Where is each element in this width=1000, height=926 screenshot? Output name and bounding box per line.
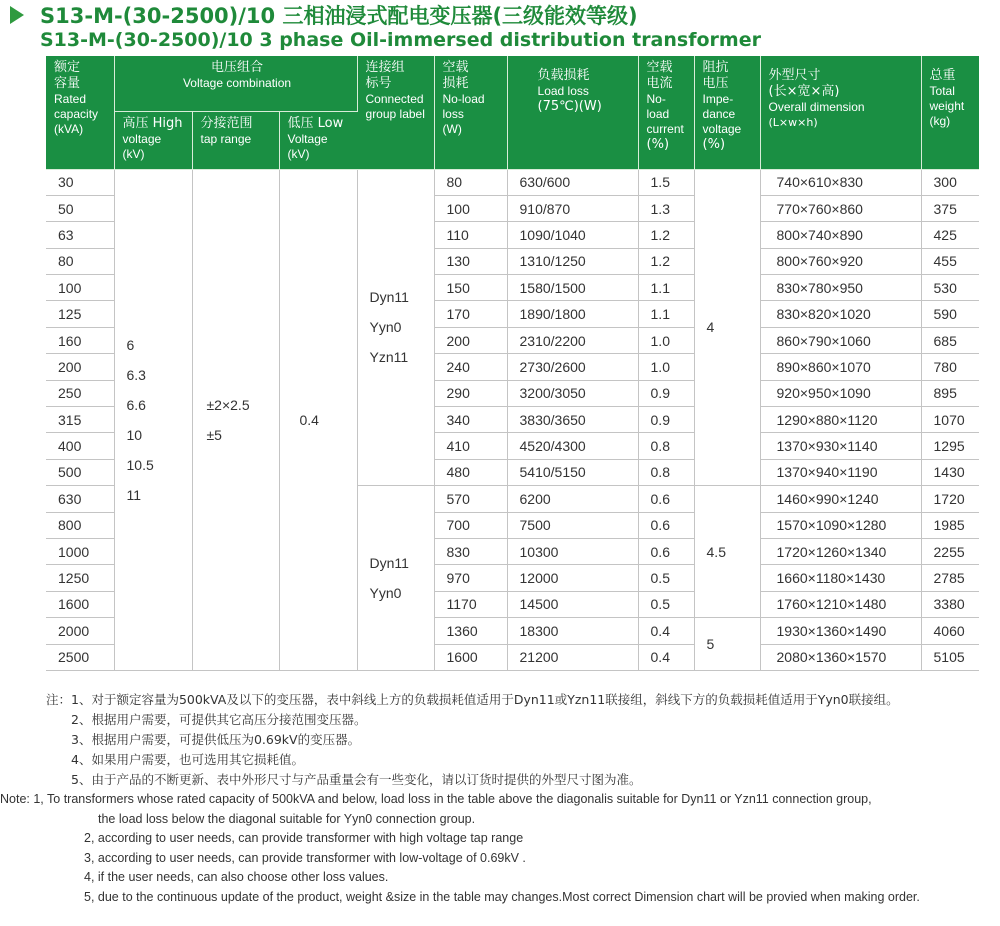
noload-loss-cell: 970	[434, 565, 507, 591]
noload-current-cell: 1.2	[638, 222, 694, 248]
noload-loss-cell: 80	[434, 169, 507, 195]
header-tap-range: 分接范围 tap range	[192, 111, 279, 169]
noload-current-cell: 1.2	[638, 248, 694, 274]
header-low-voltage: 低压 Low Voltage (kV)	[279, 111, 357, 169]
noload-loss-cell: 290	[434, 380, 507, 406]
load-loss-cell: 630/600	[507, 169, 638, 195]
load-loss-cell: 1090/1040	[507, 222, 638, 248]
noload-loss-cell: 410	[434, 433, 507, 459]
dimension-cell: 1460×990×1240	[760, 486, 921, 512]
capacity-cell: 160	[46, 327, 114, 353]
impedance-cell-c: 5	[694, 618, 760, 671]
load-loss-cell: 7500	[507, 512, 638, 538]
weight-cell: 530	[921, 275, 979, 301]
load-loss-cell: 18300	[507, 618, 638, 644]
load-loss-cell: 4520/4300	[507, 433, 638, 459]
merged-line: Yzn11	[369, 349, 409, 366]
dimension-cell: 800×740×890	[760, 222, 921, 248]
noload-current-cell: 0.9	[638, 407, 694, 433]
noload-current-cell: 1.0	[638, 327, 694, 353]
weight-cell: 2785	[921, 565, 979, 591]
title-cn: S13-M-(30-2500)/10 三相油浸式配电变压器(三级能效等级)	[40, 4, 638, 28]
dimension-cell: 860×790×1060	[760, 327, 921, 353]
capacity-cell: 1000	[46, 538, 114, 564]
tap-range-cell	[192, 169, 279, 670]
header-high-voltage: 高压 High voltage (kV)	[114, 111, 192, 169]
merged-line: ±2×2.5	[206, 396, 250, 413]
load-loss-cell: 910/870	[507, 195, 638, 221]
dimension-cell: 1930×1360×1490	[760, 618, 921, 644]
title-block	[6, 2, 996, 52]
dimension-cell: 830×780×950	[760, 275, 921, 301]
dimension-cell: 920×950×1090	[760, 380, 921, 406]
dimension-cell: 1370×940×1190	[760, 459, 921, 485]
weight-cell: 455	[921, 248, 979, 274]
noload-current-cell: 0.4	[638, 644, 694, 670]
dimension-cell: 1660×1180×1430	[760, 565, 921, 591]
noload-current-cell: 0.5	[638, 565, 694, 591]
capacity-cell: 100	[46, 275, 114, 301]
load-loss-cell: 2310/2200	[507, 327, 638, 353]
merged-line: 6.3	[126, 366, 146, 383]
capacity-cell: 200	[46, 354, 114, 380]
merged-line: 10	[126, 426, 143, 443]
load-loss-cell: 10300	[507, 538, 638, 564]
capacity-cell: 50	[46, 195, 114, 221]
dimension-cell: 1290×880×1120	[760, 407, 921, 433]
merged-line: Dyn11	[369, 555, 409, 572]
title-en: S13-M-(30-2500)/10 3 phase Oil-immersed distribution transformer	[40, 29, 761, 51]
noload-loss-cell: 480	[434, 459, 507, 485]
noload-loss-cell: 1360	[434, 618, 507, 644]
low-voltage-cell: 0.4	[279, 169, 357, 670]
load-loss-cell: 1890/1800	[507, 301, 638, 327]
weight-cell: 375	[921, 195, 979, 221]
dimension-cell: 800×760×920	[760, 248, 921, 274]
weight-cell: 1985	[921, 512, 979, 538]
noload-current-cell: 0.9	[638, 380, 694, 406]
note-en-3: 3, according to user needs, can provide transformer with low-voltage of 0.69kV .	[84, 850, 526, 865]
capacity-cell: 500	[46, 459, 114, 485]
merged-line: ±5	[206, 426, 222, 443]
note-en-5: 5, due to the continuous update of the product, weight &size in the table may changes.Most correct Dimension chart will be provied when making order.	[84, 889, 920, 904]
load-loss-cell: 21200	[507, 644, 638, 670]
spec-table	[46, 56, 979, 671]
noload-loss-cell: 170	[434, 301, 507, 327]
noload-loss-cell: 110	[434, 222, 507, 248]
merged-line: 6	[126, 336, 135, 353]
header-weight: 总重 Total weight (kg)	[921, 56, 979, 169]
noload-loss-cell: 830	[434, 538, 507, 564]
noload-loss-cell: 700	[434, 512, 507, 538]
capacity-cell: 2500	[46, 644, 114, 670]
merged-line: Yyn0	[369, 319, 402, 336]
noload-loss-cell: 340	[434, 407, 507, 433]
note-cn-3: 3、根据用户需要，可提供低压为0.69kV的变压器。	[71, 732, 361, 747]
noload-current-cell: 0.4	[638, 618, 694, 644]
merged-line: 11	[126, 486, 142, 503]
merged-line: Dyn11	[369, 289, 409, 306]
noload-current-cell: 0.8	[638, 459, 694, 485]
capacity-cell: 315	[46, 407, 114, 433]
load-loss-cell: 14500	[507, 591, 638, 617]
capacity-cell: 2000	[46, 618, 114, 644]
dimension-cell: 890×860×1070	[760, 354, 921, 380]
noload-current-cell: 1.1	[638, 301, 694, 327]
noload-current-cell: 1.5	[638, 169, 694, 195]
connection-group-cell-a	[357, 169, 434, 486]
load-loss-cell: 6200	[507, 486, 638, 512]
load-loss-cell: 3200/3050	[507, 380, 638, 406]
header-noload-loss: 空载 损耗 No-load loss (W)	[434, 56, 507, 169]
note-en-4: 4, if the user needs, can also choose other loss values.	[84, 870, 389, 884]
capacity-cell: 400	[46, 433, 114, 459]
table-row	[46, 169, 979, 195]
capacity-cell: 800	[46, 512, 114, 538]
notes-section	[0, 690, 986, 907]
weight-cell: 895	[921, 380, 979, 406]
capacity-cell: 1600	[46, 591, 114, 617]
weight-cell: 4060	[921, 618, 979, 644]
noload-current-cell: 1.3	[638, 195, 694, 221]
weight-cell: 780	[921, 354, 979, 380]
noload-loss-cell: 100	[434, 195, 507, 221]
header-impedance: 阻抗 电压 Impe- dance voltage (%)	[694, 56, 760, 169]
noload-current-cell: 0.8	[638, 433, 694, 459]
note-cn-2: 2、根据用户需要，可提供其它高压分接范围变压器。	[71, 712, 367, 727]
noload-current-cell: 0.6	[638, 512, 694, 538]
connection-group-cell-b	[357, 486, 434, 671]
dimension-cell: 1760×1210×1480	[760, 591, 921, 617]
weight-cell: 1430	[921, 459, 979, 485]
noload-loss-cell: 130	[434, 248, 507, 274]
weight-cell: 300	[921, 169, 979, 195]
weight-cell: 685	[921, 327, 979, 353]
capacity-cell: 630	[46, 486, 114, 512]
play-arrow-icon	[10, 6, 24, 24]
header-load-loss: 负载损耗 Load loss (75℃)(W)	[507, 56, 638, 169]
title-cn-line	[6, 2, 996, 28]
dimension-cell: 770×760×860	[760, 195, 921, 221]
noload-current-cell: 0.5	[638, 591, 694, 617]
capacity-cell: 63	[46, 222, 114, 248]
dimension-cell: 1720×1260×1340	[760, 538, 921, 564]
weight-cell: 590	[921, 301, 979, 327]
noload-current-cell: 1.1	[638, 275, 694, 301]
load-loss-cell: 12000	[507, 565, 638, 591]
noload-current-cell: 0.6	[638, 486, 694, 512]
header-noload-current: 空载 电流 No-load current (%)	[638, 56, 694, 169]
weight-cell: 1720	[921, 486, 979, 512]
header-voltage-combination: 电压组合 Voltage combination	[114, 56, 357, 111]
dimension-cell: 1370×930×1140	[760, 433, 921, 459]
load-loss-cell: 5410/5150	[507, 459, 638, 485]
load-loss-cell: 2730/2600	[507, 354, 638, 380]
note-cn-1: 注：1、对于额定容量为500kVA及以下的变压器，表中斜线上方的负载损耗值适用于Dyn11或Yzn11联接组，斜线下方的负载损耗值适用于Yyn0联接组。	[46, 692, 899, 707]
capacity-cell: 250	[46, 380, 114, 406]
merged-line: Yyn0	[369, 585, 402, 602]
table-body	[46, 169, 979, 670]
weight-cell: 3380	[921, 591, 979, 617]
noload-current-cell: 1.0	[638, 354, 694, 380]
capacity-cell: 30	[46, 169, 114, 195]
weight-cell: 2255	[921, 538, 979, 564]
note-cn-4: 4、如果用户需要，也可选用其它损耗值。	[71, 752, 304, 767]
noload-loss-cell: 570	[434, 486, 507, 512]
dimension-cell: 1570×1090×1280	[760, 512, 921, 538]
weight-cell: 1070	[921, 407, 979, 433]
high-voltage-cell	[114, 169, 192, 670]
weight-cell: 425	[921, 222, 979, 248]
header-capacity: 额定 容量 Rated capacity (kVA)	[46, 56, 114, 169]
noload-loss-cell: 200	[434, 327, 507, 353]
dimension-cell: 830×820×1020	[760, 301, 921, 327]
impedance-cell-b: 4.5	[694, 486, 760, 618]
merged-line: 10.5	[126, 456, 154, 473]
load-loss-cell: 1310/1250	[507, 248, 638, 274]
noload-loss-cell: 1600	[434, 644, 507, 670]
noload-loss-cell: 150	[434, 275, 507, 301]
capacity-cell: 125	[46, 301, 114, 327]
note-cn-5: 5、由于产品的不断更新、表中外形尺寸与产品重量会有一些变化，请以订货时提供的外型尺寸图为准。	[71, 772, 642, 787]
weight-cell: 5105	[921, 644, 979, 670]
dimension-cell: 2080×1360×1570	[760, 644, 921, 670]
merged-line: 6.6	[126, 396, 146, 413]
note-en-1-cont: the load loss below the diagonal suitable for Yyn0 connection group.	[98, 811, 476, 826]
weight-cell: 1295	[921, 433, 979, 459]
header-dimension: 外型尺寸 (长×宽×高) Overall dimension (L×w×h)	[760, 56, 921, 169]
capacity-cell: 80	[46, 248, 114, 274]
impedance-cell-a: 4	[694, 169, 760, 486]
dimension-cell: 740×610×830	[760, 169, 921, 195]
note-en-2: 2, according to user needs, can provide transformer with high voltage tap range	[84, 831, 524, 845]
noload-current-cell: 0.6	[638, 538, 694, 564]
note-en-1: Note: 1, To transformers whose rated capacity of 500kVA and below, load loss in the table above the diagonalis suitable for Dyn11 or Yzn11 connection group,	[0, 792, 872, 806]
load-loss-cell: 1580/1500	[507, 275, 638, 301]
load-loss-cell: 3830/3650	[507, 407, 638, 433]
noload-loss-cell: 240	[434, 354, 507, 380]
noload-loss-cell: 1170	[434, 591, 507, 617]
capacity-cell: 1250	[46, 565, 114, 591]
header-connection-group: 连接组 标号 Connected group label	[357, 56, 434, 169]
